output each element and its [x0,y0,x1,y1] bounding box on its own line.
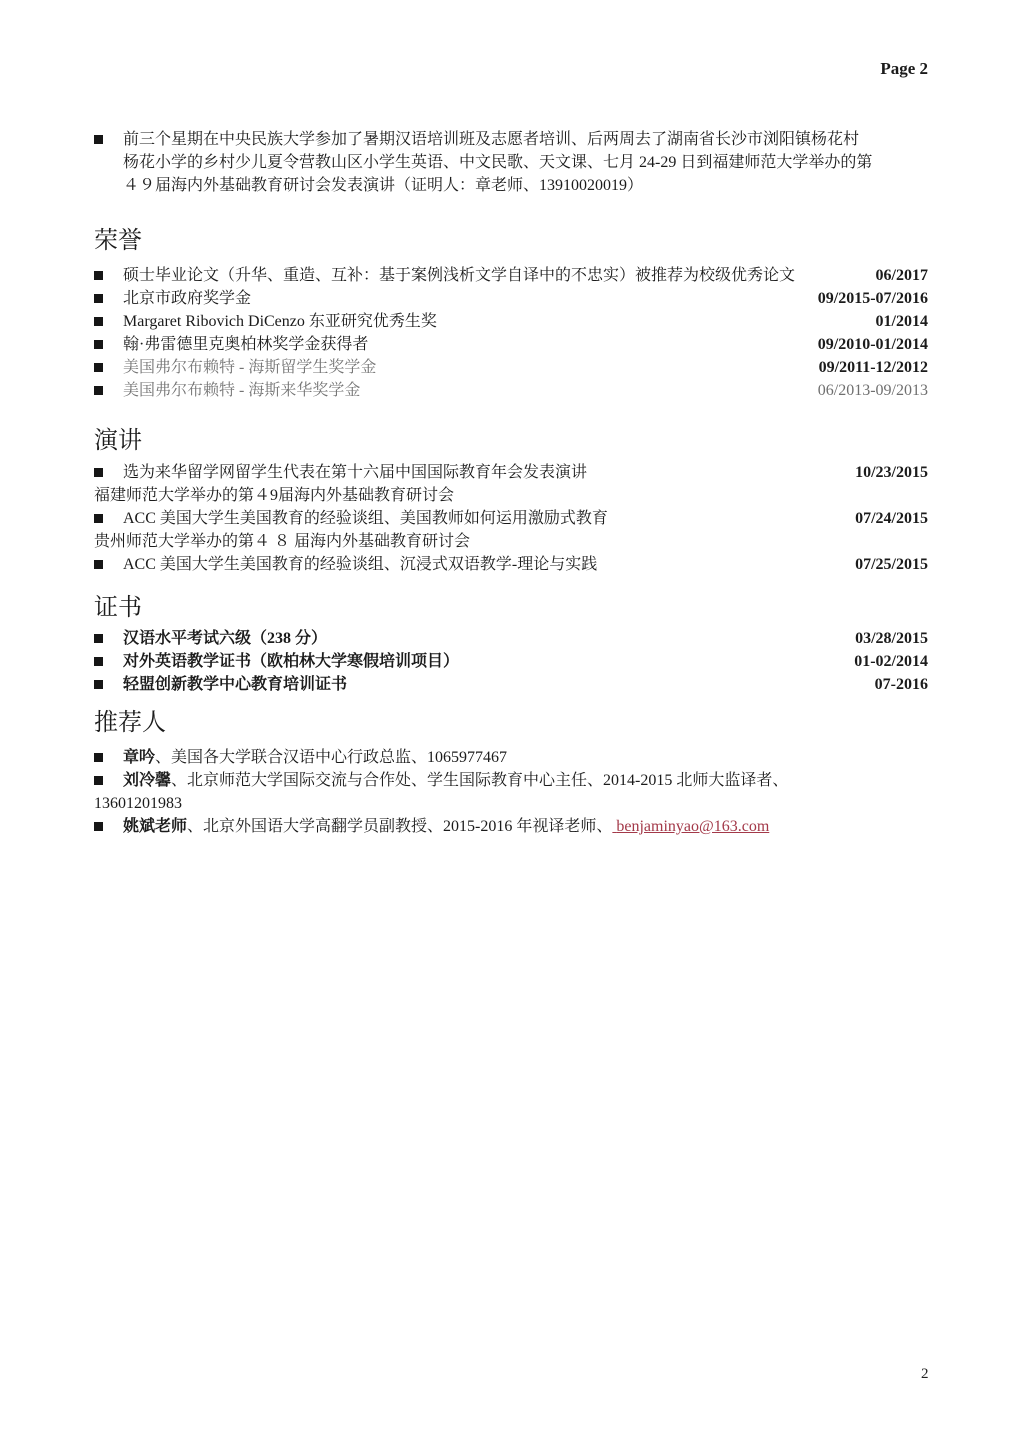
reference-details: 、北京外国语大学高翻学员副教授、2015-2016 年视译老师、 [187,818,613,835]
section-title-certificates: 证书 [94,595,142,621]
reference-entry [123,746,507,769]
honor-text: 美国弗尔布赖特 - 海斯来华奖学金 [123,382,361,399]
bullet-square-icon [94,135,103,144]
email-link[interactable]: benjaminyao@163.com [616,818,770,835]
speech-text: ACC 美国大学生美国教育的经验谈组、美国教师如何运用激励式教育 [123,510,608,527]
honor-row [94,264,928,287]
honor-text: 翰·弗雷德里克奥柏林奖学金获得者 [123,336,369,353]
honor-row [94,310,928,333]
reference-row [94,815,928,838]
section-title-speeches: 演讲 [94,428,142,454]
bullet-square-icon [94,776,103,785]
honor-date: 09/2010-01/2014 [817,336,928,353]
honors-list [94,264,928,402]
speech-date: 07/25/2015 [855,556,928,573]
honor-text: 硕士毕业论文（升华、重造、互补：基于案例浅析文学自译中的不忠实）被推荐为校级优秀论文 [123,267,796,284]
honor-row [94,333,928,356]
bullet-square-icon [94,340,103,349]
certificates-list [94,627,928,696]
speech-text: 福建师范大学举办的第４9届海内外基础教育研讨会 [94,487,455,504]
speech-text: 贵州师范大学举办的第４ ８ 届海内外基础教育研讨会 [94,533,471,550]
bullet-square-icon [94,514,103,523]
certificate-row [94,673,928,696]
speech-continuation-row [94,530,928,553]
honor-date: 09/2015-07/2016 [817,290,928,307]
reference-row [94,746,928,769]
certificate-date: 07-2016 [874,676,928,693]
speech-text: ACC 美国大学生美国教育的经验谈组、沉浸式双语教学-理论与实践 [123,556,598,573]
honor-text: 北京市政府奖学金 [123,290,252,307]
certificate-row [94,650,928,673]
reference-name: 姚斌老师 [123,818,188,835]
intro-lines [123,128,928,197]
bullet-square-icon [94,634,103,643]
honor-date: 06/2017 [875,267,928,284]
certificate-text: 轻盟创新教学中心教育培训证书 [123,676,348,693]
certificate-date: 01-02/2014 [854,653,928,670]
bullet-square-icon [94,468,103,477]
bullet-square-icon [94,560,103,569]
speech-date: 07/24/2015 [855,510,928,527]
honor-text: Margaret Ribovich DiCenzo 东亚研究优秀生奖 [123,313,437,330]
intro-line: 前三个星期在中央民族大学参加了暑期汉语培训班及志愿者培训、后两周去了湖南省长沙市浏阳镇杨花村 [123,131,860,148]
reference-entry [123,815,769,838]
intro-paragraph [94,128,928,197]
bullet-square-icon [94,680,103,689]
reference-name: 刘冷馨 [123,772,172,789]
bullet-square-icon [94,271,103,280]
speeches-list [94,461,928,576]
speech-row [94,461,928,484]
certificate-text: 对外英语教学证书（欧柏林大学寒假培训项目） [123,653,460,670]
honor-text: 美国弗尔布赖特 - 海斯留学生奖学金 [123,359,377,376]
reference-row [94,769,928,792]
reference-entry [123,769,788,792]
section-title-honors: 荣誉 [94,228,142,254]
intro-line: 杨花小学的乡村少儿夏令营教山区小学生英语、中文民歌、天文课、七月 24-29 日到福建师范大学举办的第 [123,154,873,171]
speech-row [94,507,928,530]
speech-continuation-row [94,484,928,507]
certificate-text: 汉语水平考试六级（238 分） [123,630,328,647]
page-header: Page 2 [880,59,928,78]
footer-page-number: 2 [921,1366,929,1379]
honor-row [94,287,928,310]
honor-date: 01/2014 [875,313,928,330]
intro-line: ４９届海内外基础教育研讨会发表演讲（证明人：章老师、13910020019） [123,177,644,194]
speech-text: 选为来华留学网留学生代表在第十六届中国国际教育年会发表演讲 [123,464,588,481]
honor-row [94,379,928,402]
bullet-square-icon [94,657,103,666]
certificate-row [94,627,928,650]
bullet-square-icon [94,822,103,831]
certificate-date: 03/28/2015 [855,630,928,647]
honor-date: 06/2013-09/2013 [817,382,928,399]
reference-name: 章吟 [123,749,156,766]
bullet-square-icon [94,363,103,372]
speech-row [94,553,928,576]
bullet-square-icon [94,386,103,395]
honor-date: 09/2011-12/2012 [818,359,928,376]
section-title-references: 推荐人 [94,710,166,736]
reference-details: 、北京师范大学国际交流与合作处、学生国际教育中心主任、2014-2015 北师大监译者、 [171,772,789,789]
reference-continuation-row [94,792,928,815]
bullet-square-icon [94,317,103,326]
references-list [94,746,928,838]
reference-details: 、美国各大学联合汉语中心行政总监、1065977467 [155,749,508,766]
reference-phone: 13601201983 [94,795,182,812]
speech-date: 10/23/2015 [855,464,928,481]
bullet-square-icon [94,294,103,303]
honor-row [94,356,928,379]
bullet-square-icon [94,753,103,762]
document-page [94,0,928,838]
